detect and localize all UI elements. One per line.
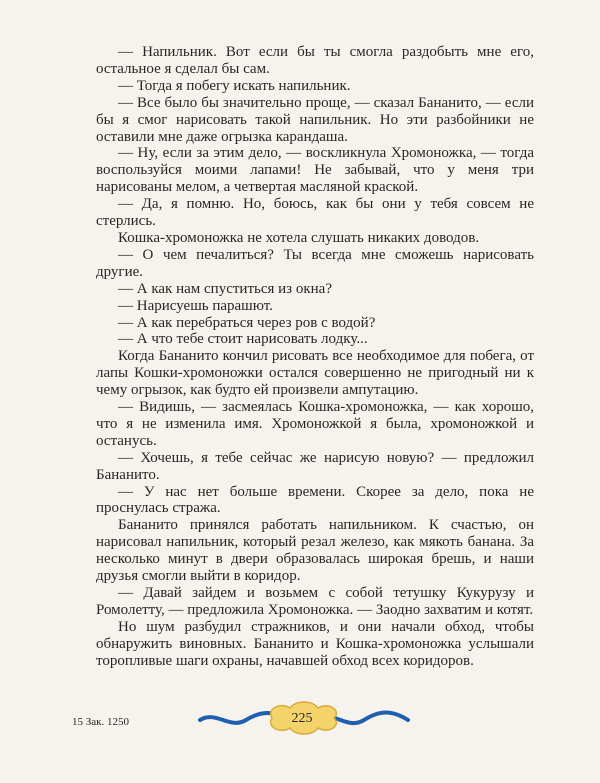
paragraph: Кошка-хромоножка не хотела слушать никаких доводов. — [118, 229, 480, 246]
paragraph: Когда Бананито кончил рисовать все необходимое для побега, от лапы Кошки-хромоножки остался совершенно не пригодный ни к чему огрызок, как будто ей произвели ампутацию. — [96, 348, 534, 399]
paragraph: Бананито принялся работать напильником. К счастью, он нарисовал напильник, который резал железо, как мякоть банана. За несколько минут в двери образовалась широкая брешь, и наши друзья смогли выйти в коридор. — [96, 517, 534, 585]
paragraph: — У нас нет больше времени. Скорее за дело, пока не проснулась стража. — [96, 483, 534, 517]
paragraph: — А что тебе стоит нарисовать лодку... — [118, 331, 368, 348]
paragraph: Но шум разбудил стражников, и они начали обход, чтобы обнаружить виновных. Бананито и Кошка-хромоножка услышали торопливые шаги охраны, начавшей обход всех коридоров. — [96, 618, 534, 669]
paragraph: — Нарисуешь парашют. — [118, 297, 273, 314]
paragraph: — Тогда я побегу искать напильник. — [118, 77, 351, 94]
paragraph: — Хочешь, я тебе сейчас же нарисую новую? — предложил Бананито. — [96, 449, 534, 483]
page-text — [96, 44, 534, 670]
paragraph: — Давай зайдем и возьмем с собой тетушку Кукурузу и Ромолетту, — предложила Хромоножка. — Заодно захватим и котят. — [96, 585, 534, 618]
paragraph: — О чем печалиться? Ты всегда мне сможешь нарисовать другие. — [96, 246, 534, 280]
page-number: 225 — [291, 711, 313, 726]
paragraph: — Да, я помню. Но, боюсь, как бы они у тебя совсем не стерлись. — [96, 196, 534, 230]
paragraph: — Все было бы значительно проще, — сказал Бананито, — если бы я смог нарисовать такой напильник. Но эти разбойники не оставили мне даже огрызка карандаша. — [96, 94, 534, 145]
paragraph: — Ну, если за этим дело, — воскликнула Хромоножка, — тогда воспользуйся моими лапами! Не забывай, что у меня три нарисованы мелом, а четвертая масляной краской. — [96, 145, 534, 196]
paragraph: — А как перебраться через ров с водой? — [118, 314, 376, 331]
printer-signature: 15 Зак. 1250 — [72, 716, 129, 728]
paragraph: — Видишь, — засмеялась Кошка-хромоножка, — как хорошо, что я не изменила имя. Хромоножкой я была, хромоножкой и останусь. — [96, 399, 534, 449]
paragraph: — А как нам спуститься из окна? — [118, 280, 332, 297]
paragraph: — Напильник. Вот если бы ты смогла раздобыть мне его, остальное я сделал бы сам. — [96, 44, 534, 77]
